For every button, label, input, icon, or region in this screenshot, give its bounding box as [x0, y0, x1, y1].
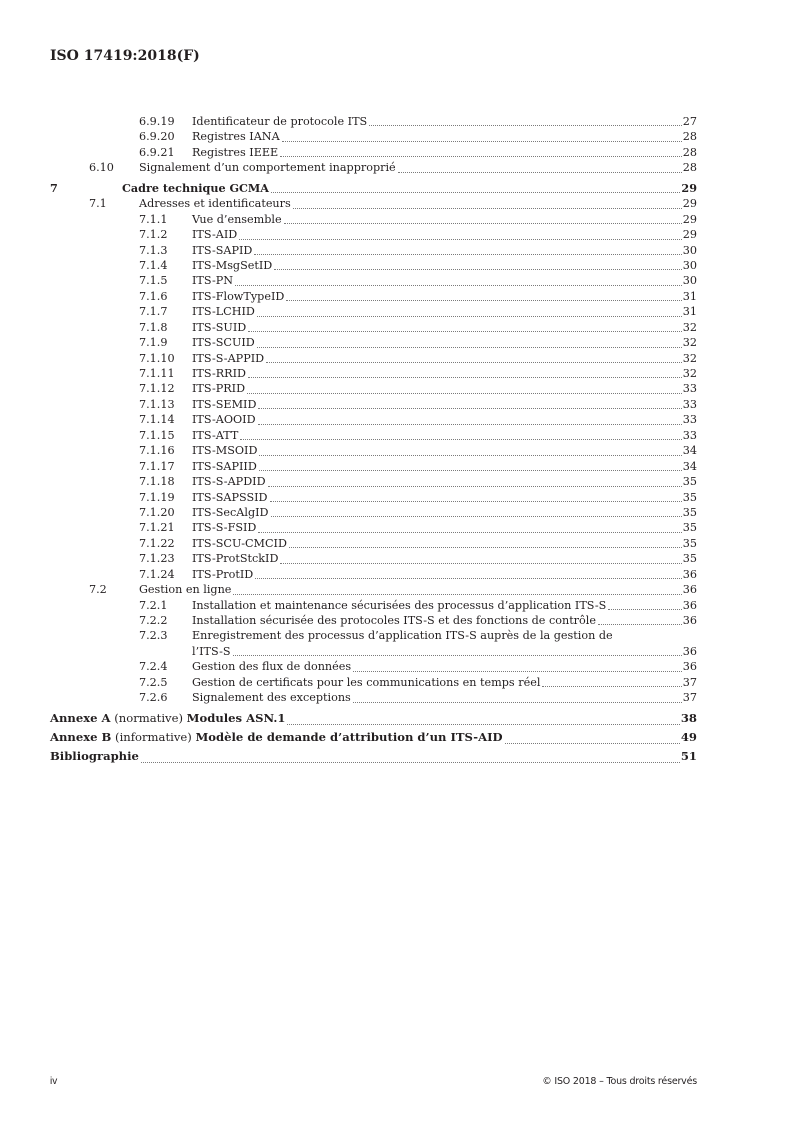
toc-entry-number: 7.1.1	[139, 212, 168, 226]
toc-entry-page: 32	[682, 336, 697, 350]
toc-entry-title: Gestion des flux de données	[192, 660, 352, 674]
toc-entry-title: Gestion en ligne	[139, 583, 232, 597]
toc-entry-7-1-11[interactable]	[50, 366, 697, 381]
toc-entry-title: Vue d’ensemble	[192, 212, 282, 226]
toc-entry-number: 7.1.20	[139, 505, 175, 519]
dot-leader	[248, 330, 682, 332]
toc-entry-page: 29	[682, 212, 697, 226]
toc-entry-title: ITS-RRID	[192, 367, 246, 380]
toc-entry-title: ITS-SecAlgID	[192, 505, 269, 519]
toc-entry-number: 7.1.9	[139, 336, 168, 350]
toc-entry-title: Registres IEEE	[192, 145, 279, 159]
toc-entry-page: 31	[682, 305, 697, 319]
toc-entry-page: 32	[682, 351, 697, 365]
toc-entry-title: Signalement des exceptions	[192, 691, 351, 705]
toc-entry-number: 7.1.15	[139, 428, 175, 442]
toc-entry-page: 37	[682, 675, 697, 689]
toc-entry-7-1-1[interactable]	[50, 212, 697, 227]
dot-leader	[505, 742, 680, 744]
toc-entry-7-1-5[interactable]	[50, 273, 697, 288]
toc-entry-page: 28	[682, 161, 697, 175]
toc-entry-title: ITS-AID	[192, 228, 238, 242]
toc-entry-number: 7.1.16	[139, 444, 175, 458]
dot-leader	[255, 577, 682, 579]
toc-entry-number: 7.1.18	[139, 475, 175, 489]
annex-kind: (normative)	[114, 710, 183, 725]
dot-leader	[235, 284, 682, 286]
toc-entry-number: 7.1.19	[139, 490, 175, 504]
toc-entry-bibliography[interactable]	[50, 747, 697, 766]
toc-entry-title: ITS-SEMID	[192, 397, 257, 411]
toc-entry-page: 49	[681, 728, 697, 747]
toc-entry-page: 38	[681, 709, 697, 728]
toc-entry-7-1-6[interactable]	[50, 289, 697, 304]
toc-entry-page: 35	[682, 490, 697, 504]
dot-leader	[274, 268, 681, 270]
dot-leader	[270, 500, 682, 502]
dot-leader	[598, 623, 682, 625]
toc-entry-title: Adresses et identificateurs	[139, 197, 291, 211]
toc-entry-page: 36	[682, 644, 697, 658]
toc-entry-title: ITS-S-FSID	[192, 521, 257, 535]
dot-leader	[247, 392, 682, 394]
toc-entry-6-9-20[interactable]	[50, 129, 697, 144]
toc-entry-number: 6.9.19	[139, 115, 175, 128]
toc-entry-number: 7.2.5	[139, 675, 168, 689]
toc-entry-page: 51	[681, 747, 697, 766]
toc-entry-title: Installation sécurisée des protocoles ITS-S et des fonctions de contrôle	[192, 614, 596, 627]
toc-entry-7-1-17[interactable]	[50, 459, 697, 474]
toc-entry-number: 7.2.2	[139, 614, 168, 627]
dot-leader	[257, 315, 682, 317]
toc-entry-page: 29	[682, 228, 697, 242]
toc-entry-7-1-8[interactable]	[50, 320, 697, 335]
toc-entry-7-1-14[interactable]	[50, 412, 697, 427]
toc-entry-number: 7.1.7	[139, 305, 168, 319]
toc-entry-title: ITS-SAPSSID	[192, 490, 268, 504]
toc-entry-title: ITS-ProtID	[192, 567, 254, 581]
toc-entry-page: 32	[682, 320, 697, 334]
toc-entry-number: 7.1.17	[139, 459, 175, 473]
document-id-header: ISO 17419:2018(F)	[50, 48, 200, 64]
toc-entry-number: 7.1.24	[139, 567, 175, 581]
toc-entry-title: ITS-ATT	[192, 428, 239, 442]
toc-entry-title: ITS-LCHID	[192, 305, 255, 319]
table-of-contents	[50, 114, 697, 766]
toc-entry-title: Bibliographie	[50, 747, 140, 766]
toc-entry-number: 7.1.2	[139, 228, 168, 242]
toc-entry-7-1-12[interactable]	[50, 381, 697, 396]
toc-entry-page: 29	[682, 197, 697, 211]
annex-label: Annexe B	[50, 729, 112, 744]
toc-entry-page: 35	[682, 505, 697, 519]
dot-leader	[258, 423, 682, 425]
toc-entry-number: 7.2	[89, 583, 107, 597]
toc-entry-title: ITS-FlowTypeID	[192, 289, 285, 303]
toc-entry-7-1-10[interactable]	[50, 351, 697, 366]
toc-entry-7-2-3-line1[interactable]	[50, 628, 697, 643]
annex-kind: (informative)	[115, 729, 192, 744]
toc-entry-7-1-7[interactable]	[50, 304, 697, 319]
toc-entry-title: ITS-MSOID	[192, 444, 258, 458]
dot-leader	[353, 701, 682, 703]
dot-leader	[233, 593, 681, 595]
toc-entry-title: ITS-SUID	[192, 320, 247, 334]
dot-leader	[239, 238, 682, 240]
toc-entry-title: Gestion de certificats pour les communications en temps réel	[192, 675, 541, 689]
toc-entry-number: 6.9.20	[139, 130, 175, 144]
toc-entry-number: 7.1.13	[139, 397, 175, 411]
toc-entry-7-2-1[interactable]	[50, 598, 697, 613]
dot-leader	[257, 346, 682, 348]
annex-title: Modèle de demande d’attribution d’un ITS-AID	[195, 729, 503, 744]
toc-entry-page: 31	[682, 289, 697, 303]
toc-entry-page: 35	[682, 552, 697, 566]
toc-entry-title: Registres IANA	[192, 130, 280, 144]
toc-entry-page: 32	[682, 367, 697, 380]
toc-entry-page: 36	[682, 614, 697, 627]
toc-entry-7-1-2[interactable]	[50, 227, 697, 242]
toc-entry-number: 7.1.10	[139, 351, 175, 365]
toc-entry-title: ITS-SAPIID	[192, 459, 257, 473]
toc-entry-7-2-2[interactable]	[50, 613, 697, 628]
toc-entry-page: 33	[682, 397, 697, 411]
toc-entry-title: Identificateur de protocole ITS	[192, 115, 368, 128]
annex-label: Annexe A	[50, 710, 111, 725]
toc-entry-7-1-19[interactable]	[50, 490, 697, 505]
toc-entry-page: 33	[682, 428, 697, 442]
toc-entry-number: 7.1.3	[139, 243, 168, 257]
toc-entry-title: ITS-S-APPID	[192, 351, 265, 365]
toc-entry-page: 28	[682, 145, 697, 159]
toc-entry-title: ITS-ProtStckID	[192, 552, 279, 566]
toc-entry-6-9-21[interactable]	[50, 145, 697, 160]
toc-entry-7-1-3[interactable]	[50, 243, 697, 258]
toc-entry-number: 6.10	[89, 161, 114, 175]
toc-entry-title: ITS-PRID	[192, 382, 246, 396]
toc-entry-7-1-16[interactable]	[50, 443, 697, 458]
toc-entry-number: 6.9.21	[139, 145, 175, 159]
toc-entry-page: 30	[682, 243, 697, 257]
toc-entry-7-2-4[interactable]	[50, 659, 697, 674]
toc-entry-page: 36	[682, 598, 697, 612]
toc-entry-title: ITS-SAPID	[192, 243, 253, 257]
toc-entry-number: 7.1.14	[139, 413, 175, 427]
toc-entry-number: 7.2.1	[139, 598, 168, 612]
dot-leader	[284, 222, 682, 224]
toc-entry-page: 33	[682, 413, 697, 427]
dot-leader	[286, 299, 681, 301]
toc-entry-page: 30	[682, 258, 697, 272]
toc-entry-7-1-18[interactable]	[50, 474, 697, 489]
toc-entry-title: Cadre technique GCMA	[122, 180, 269, 195]
dot-leader	[608, 608, 681, 610]
toc-entry-title: ITS-SCUID	[192, 336, 255, 350]
dot-leader	[369, 124, 682, 126]
toc-entry-number: 7.1.11	[139, 367, 175, 380]
dot-leader	[266, 361, 682, 363]
toc-entry-page: 27	[682, 115, 697, 128]
dot-leader	[280, 155, 682, 157]
toc-entry-number: 7.1.4	[139, 258, 168, 272]
toc-entry-number: 7.1	[89, 197, 107, 211]
toc-entry-title: ITS-PN	[192, 274, 234, 288]
toc-entry-number: 7.1.6	[139, 289, 168, 303]
dot-leader	[271, 191, 680, 193]
annex-title: Modules ASN.1	[186, 710, 286, 725]
toc-entry-title: ITS-SCU-CMCID	[192, 536, 287, 550]
toc-entry-6-9-19[interactable]	[50, 114, 697, 129]
dot-leader	[293, 207, 682, 209]
toc-entry-title: ITS-AOOID	[192, 413, 256, 427]
dot-leader	[280, 562, 681, 564]
page-number: iv	[50, 1076, 58, 1087]
toc-entry-7-2[interactable]	[50, 582, 697, 597]
toc-entry-number: 7.1.12	[139, 382, 175, 396]
dot-leader	[259, 469, 682, 471]
dot-leader	[248, 376, 682, 378]
toc-entry-title-continued: l’ITS-S	[192, 644, 231, 658]
toc-entry-7-2-5[interactable]	[50, 675, 697, 690]
toc-entry-title: ITS-S-APDID	[192, 475, 266, 489]
dot-leader	[259, 454, 681, 456]
toc-entry-page: 34	[682, 444, 697, 458]
toc-entry-number: 7.1.5	[139, 274, 168, 288]
toc-entry-page: 34	[682, 459, 697, 473]
toc-entry-7-2-3-line2[interactable]	[50, 644, 697, 659]
dot-leader	[258, 407, 681, 409]
toc-entry-number: 7.1.21	[139, 521, 175, 535]
dot-leader	[268, 485, 682, 487]
dot-leader	[258, 531, 681, 533]
dot-leader	[240, 438, 681, 440]
toc-entry-page: 35	[682, 521, 697, 535]
toc-entry-7-1-23[interactable]	[50, 551, 697, 566]
dot-leader	[353, 670, 682, 672]
toc-entry-number: 7.1.23	[139, 552, 175, 566]
dot-leader	[287, 723, 679, 725]
toc-entry-7-1-4[interactable]	[50, 258, 697, 273]
copyright-notice: © ISO 2018 – Tous droits réservés	[542, 1076, 697, 1087]
toc-entry-annex-b[interactable]	[50, 728, 697, 747]
dot-leader	[233, 654, 682, 656]
toc-entry-7-2-6[interactable]	[50, 690, 697, 705]
toc-entry-6-10[interactable]	[50, 160, 697, 175]
toc-entry-page: 35	[682, 475, 697, 489]
toc-entry-page: 36	[682, 583, 697, 597]
dot-leader	[398, 171, 682, 173]
dot-leader	[289, 546, 682, 548]
toc-entry-title: Signalement d’un comportement inapproprié	[139, 161, 396, 175]
toc-entry-7-1-24[interactable]	[50, 567, 697, 582]
toc-entry-number: 7.1.22	[139, 536, 175, 550]
toc-entry-number: 7.2.3	[139, 629, 168, 643]
toc-entry-annex-a[interactable]	[50, 709, 697, 728]
toc-entry-page: 30	[682, 274, 697, 288]
toc-entry-7-1-9[interactable]	[50, 335, 697, 350]
toc-entry-7-1[interactable]	[50, 196, 697, 211]
dot-leader	[141, 761, 680, 763]
toc-entry-7-1-21[interactable]	[50, 520, 697, 535]
toc-entry-page: 29	[681, 180, 697, 195]
toc-entry-7-1-22[interactable]	[50, 536, 697, 551]
dot-leader	[271, 515, 682, 517]
dot-leader	[542, 685, 681, 687]
toc-entry-page: 33	[682, 382, 697, 396]
toc-entry-7-1-20[interactable]	[50, 505, 697, 520]
toc-entry-number: 7.1.8	[139, 320, 168, 334]
dot-leader	[282, 140, 682, 142]
toc-entry-number: 7	[50, 180, 58, 195]
toc-entry-page: 36	[682, 660, 697, 674]
toc-entry-page: 35	[682, 536, 697, 550]
toc-entry-chapter-7[interactable]	[50, 181, 697, 196]
toc-entry-page: 28	[682, 130, 697, 144]
toc-entry-page: 37	[682, 691, 697, 705]
toc-entry-title: ITS-MsgSetID	[192, 258, 273, 272]
dot-leader	[254, 253, 681, 255]
toc-entry-number: 7.2.6	[139, 691, 168, 705]
toc-entry-7-1-15[interactable]	[50, 428, 697, 443]
toc-entry-number: 7.2.4	[139, 660, 168, 674]
toc-entry-7-1-13[interactable]	[50, 397, 697, 412]
toc-entry-title: Enregistrement des processus d’application ITS-S auprès de la gestion de	[192, 629, 613, 643]
toc-entry-title: Installation et maintenance sécurisées des processus d’application ITS-S	[192, 598, 607, 612]
toc-entry-page: 36	[682, 567, 697, 581]
